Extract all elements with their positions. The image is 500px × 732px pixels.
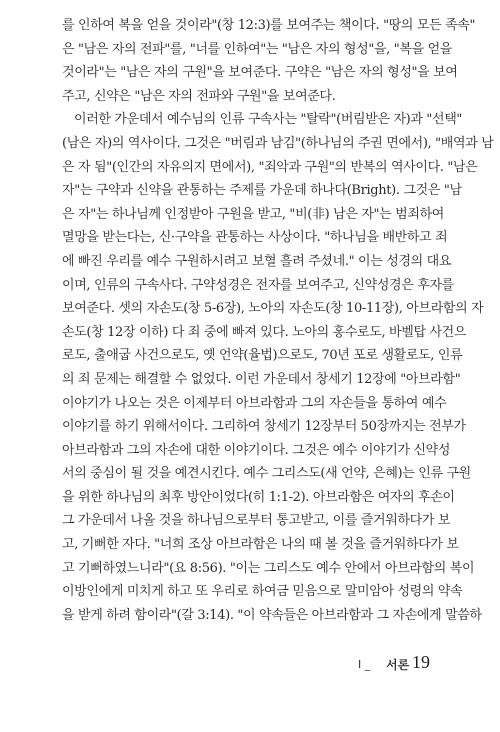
body-line: 은 자"는 하나님께 인정받아 구원을 받고, "비(非) 남은 자"는 범죄하여 (62, 206, 445, 222)
body-line: 은 자 됨"(인간의 자유의지 면에서), "죄악과 구원"의 반복의 역사이다. "남은 (62, 159, 478, 175)
body-line: 이방인에게 미치게 하고 또 우리로 하여금 믿음으로 말미암아 성령의 약속 (62, 584, 463, 600)
body-line: 은 "남은 자의 전파"를, "너를 인하여"는 "남은 자의 형성"을, "복을 얻을 (62, 41, 452, 57)
page-number: 19 (412, 652, 430, 672)
chapter-mark: I _ (358, 658, 371, 671)
body-line: 이야기가 나오는 것은 이제부터 아브라함과 그의 자손들을 통하여 예수 (62, 395, 447, 411)
body-line: 을 위한 하나님의 최후 방안이었다(히 1:1-2). 아브라함은 여자의 후손이 (62, 489, 455, 505)
body-line: 것이라"는 "남은 자의 구원"을 보여준다. 구약은 "남은 자의 형성"을 보여 (62, 65, 458, 81)
body-line: 이야기를 하기 위해서이다. 그리하여 창세기 12장부터 50장까지는 전부가 (62, 419, 466, 435)
body-line: 서의 중심이 될 것을 예견시킨다. 예수 그리스도(새 언약, 은혜)는 인류 구원 (62, 466, 471, 482)
body-line: 주고, 신약은 "남은 자의 전파와 구원"을 보여준다. (62, 88, 336, 104)
body-line: 고 기뻐하였느니라"(요 8:56). "이는 그리스도 예수 안에서 아브라함의 복이 (62, 560, 475, 576)
body-line: 를 인하여 복을 얻을 것이라"(창 12:3)를 보여주는 책이다. "땅의 모든 족속" (62, 18, 476, 33)
body-line: 을 받게 하려 함이라"(갈 3:14). "이 약속들은 아브라함과 그 자손에게 말씀하 (62, 607, 482, 623)
body-line: 그 가운데서 나올 것을 하나님으로부터 통고받고, 이를 즐거워하다가 보 (62, 513, 451, 529)
body-line: 손도(창 12장 이하) 다 죄 중에 빠져 있다. 노아의 홍수로도, 바벨탑 사건으 (62, 324, 467, 340)
body-line: 의 죄 문제는 해결할 수 없었다. 이런 가운데서 창세기 12장에 "아브라함" (62, 371, 461, 387)
body-line: 로도, 출애굽 사건으로도, 옛 언약(율법)으로도, 70년 포로 생활로도, 인류 (62, 348, 463, 364)
section-title: 서론 (386, 658, 410, 672)
body-line: (남은 자)의 역사이다. 그것은 "버림과 남김"(하나님의 주권 면에서), "배역과 남 (62, 135, 494, 151)
body-line: 에 빠진 우리를 예수 구원하시려고 보혈 흘려 주셨네." 이는 성경의 대요 (62, 253, 452, 269)
body-line: 자"는 구약과 신약을 관통하는 주제를 가운데 하나다(Bright). 그것은 "남 (62, 183, 462, 199)
body-line: 아브라함과 그의 자손에 대한 이야기이다. 그것은 예수 이야기가 신약성 (62, 442, 451, 458)
body-line: 이며, 인류의 구속사다. 구약성경은 전자를 보여주고, 신약성경은 후자를 (62, 277, 454, 293)
body-line: 보여준다. 셋의 자손도(창 5-6장), 노아의 자손도(창 10-11장), 아브라함의 자 (62, 301, 484, 317)
body-text (62, 14, 494, 627)
page-footer (0, 652, 500, 676)
body-line: 고, 기뻐한 자다. "너희 조상 아브라함은 나의 때 볼 것을 즐거워하다가 보 (62, 537, 459, 553)
body-line: 이러한 가운데서 예수님의 인류 구속사는 "탈락"(버림받은 자)과 "선택" (74, 112, 463, 128)
body-line: 멸망을 받는다는, 신·구약을 관통하는 사상이다. "하나님을 배반하고 죄 (62, 230, 448, 246)
